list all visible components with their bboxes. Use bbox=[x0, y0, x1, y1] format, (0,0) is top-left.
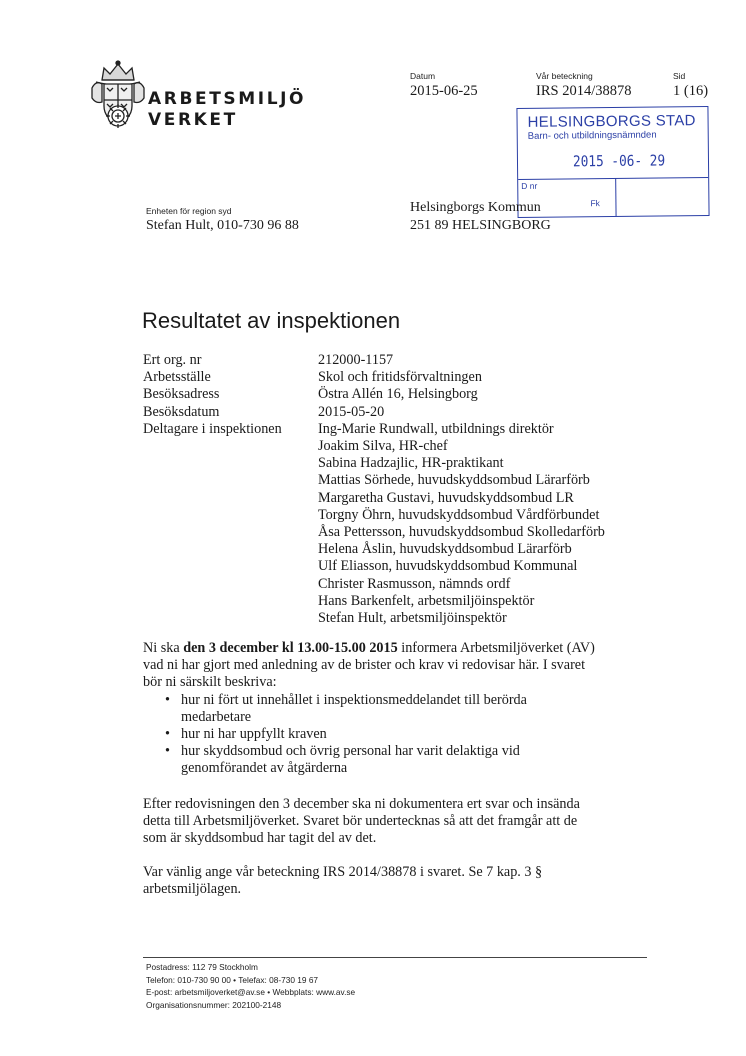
footer-phone: Telefon: 010-730 90 00 • Telefax: 08-730 19 67 bbox=[146, 974, 319, 985]
p1-line-3: bör ni särskilt beskriva: bbox=[143, 674, 277, 691]
participant-item: Ulf Eliasson, huvudskyddsombud Kommunal bbox=[318, 558, 578, 575]
sid-label: Sid bbox=[673, 71, 686, 81]
datum-value: 2015-06-25 bbox=[410, 83, 478, 99]
participant-item: Christer Rasmusson, nämnds ordf bbox=[318, 575, 511, 592]
documentation-paragraph bbox=[143, 796, 663, 848]
beteckning-label: Vår beteckning bbox=[536, 71, 593, 81]
list-item bbox=[143, 726, 663, 743]
p2-line: detta till Arbetsmiljöverket. Svaret bör undertecknas så att det framgår att de bbox=[143, 813, 578, 830]
list-item-line: medarbetare bbox=[181, 708, 252, 725]
participant-item: Stefan Hult, arbetsmiljöinspektör bbox=[318, 610, 507, 627]
footer-divider bbox=[143, 957, 647, 958]
p2-line: Efter redovisningen den 3 december ska ni dokumentera ert svar och insända bbox=[143, 796, 580, 812]
bullet-icon: • bbox=[165, 691, 170, 708]
received-stamp bbox=[516, 106, 709, 218]
participant-item: Åsa Pettersson, huvudskyddsombud Skolledarförb bbox=[318, 524, 605, 541]
p3-line: arbetsmiljölagen. bbox=[143, 881, 242, 898]
label-org-nr: Ert org. nr bbox=[143, 352, 202, 368]
value-besoksadress: Östra Allén 16, Helsingborg bbox=[318, 386, 478, 403]
sid-value: 1 (16) bbox=[673, 83, 709, 99]
stamp-fk-label: Fk bbox=[590, 198, 600, 209]
beteckning-value: IRS 2014/38878 bbox=[536, 83, 632, 99]
page-title: Resultatet av inspektionen bbox=[142, 308, 401, 333]
footer bbox=[146, 961, 355, 1011]
sender-contact: Stefan Hult, 010-730 96 88 bbox=[146, 218, 299, 233]
label-deltagare: Deltagare i inspektionen bbox=[143, 420, 282, 437]
participant-item: Joakim Silva, HR-chef bbox=[318, 438, 448, 455]
bullet-icon: • bbox=[165, 743, 170, 760]
requirements-list bbox=[143, 692, 663, 778]
datum-label: Datum bbox=[410, 71, 436, 81]
reference-paragraph bbox=[143, 864, 663, 898]
logo-line-1: ARBETSMILJÖ bbox=[148, 89, 307, 109]
stamp-title: HELSINGBORGS STAD bbox=[527, 112, 696, 131]
stamp-divider-vertical bbox=[615, 178, 616, 216]
logo-line-2: VERKET bbox=[148, 110, 238, 130]
label-besoksdatum: Besöksdatum bbox=[143, 403, 220, 420]
stamp-subtitle: Barn- och utbildningsnämnden bbox=[527, 129, 657, 142]
deadline-text: den 3 december kl 13.00-15.00 2015 bbox=[183, 640, 398, 656]
info-labels bbox=[143, 352, 282, 438]
p1-text-post: informera Arbetsmiljöverket (AV) bbox=[397, 640, 595, 656]
bullet-icon: • bbox=[165, 726, 170, 743]
footer-email: E-post: arbetsmiljoverket@av.se • Webbplats: www.av.se bbox=[146, 987, 356, 997]
stamp-date: 2015 -06- 29 bbox=[572, 151, 666, 171]
sender-unit: Enheten för region syd bbox=[146, 206, 232, 216]
p1-text-pre: Ni ska bbox=[143, 640, 184, 656]
p2-line: som är skyddsombud har tagit del av det. bbox=[143, 830, 377, 847]
participant-item: Helena Åslin, huvudskyddsombud Lärarförb bbox=[318, 541, 572, 558]
list-item-line: hur ni har uppfyllt kraven bbox=[181, 726, 327, 743]
stamp-divider-horizontal bbox=[518, 177, 708, 180]
footer-org-number: Organisationsnummer: 202100-2148 bbox=[146, 999, 282, 1010]
recipient-line-1: Helsingborgs Kommun bbox=[410, 200, 541, 215]
value-arbetsstalle: Skol och fritidsförvaltningen bbox=[318, 369, 482, 386]
coat-of-arms-icon bbox=[88, 58, 148, 136]
stamp-dnr-label: D nr bbox=[521, 180, 538, 191]
label-arbetsstalle: Arbetsställe bbox=[143, 369, 211, 386]
value-besoksdatum: 2015-05-20 bbox=[318, 403, 385, 420]
value-org-nr: 212000-1157 bbox=[318, 352, 394, 368]
list-item-line: hur skyddsombud och övrig personal har varit delaktiga vid bbox=[181, 743, 520, 760]
label-besoksadress: Besöksadress bbox=[143, 386, 220, 403]
list-item-line: hur ni fört ut innehållet i inspektionsmeddelandet till berörda bbox=[181, 691, 527, 708]
participant-item: Margaretha Gustavi, huvudskyddsombud LR bbox=[318, 489, 574, 506]
instructions-paragraph bbox=[143, 640, 663, 778]
list-item bbox=[143, 743, 663, 777]
p3-line: Var vänlig ange vår beteckning IRS 2014/38878 i svaret. Se 7 kap. 3 § bbox=[143, 864, 543, 880]
participant-item: Ing-Marie Rundwall, utbildnings direktör bbox=[318, 420, 554, 437]
p1-line-2: vad ni har gjort med anledning av de brister och krav vi redovisar här. I svaret bbox=[143, 657, 586, 674]
participant-item: Sabina Hadzajlic, HR-praktikant bbox=[318, 455, 504, 472]
agency-logo bbox=[88, 58, 148, 136]
info-values bbox=[318, 352, 605, 627]
list-item bbox=[143, 692, 663, 726]
footer-address: Postadress: 112 79 Stockholm bbox=[146, 962, 258, 972]
list-item-line: genomförandet av åtgärderna bbox=[181, 760, 348, 777]
participant-item: Mattias Sörhede, huvudskyddsombud Lärarförb bbox=[318, 472, 590, 489]
participant-item: Torgny Öhrn, huvudskyddsombud Vårdförbundet bbox=[318, 506, 600, 523]
participant-item: Hans Barkenfelt, arbetsmiljöinspektör bbox=[318, 592, 535, 609]
recipient-line-2: 251 89 HELSINGBORG bbox=[410, 218, 551, 233]
